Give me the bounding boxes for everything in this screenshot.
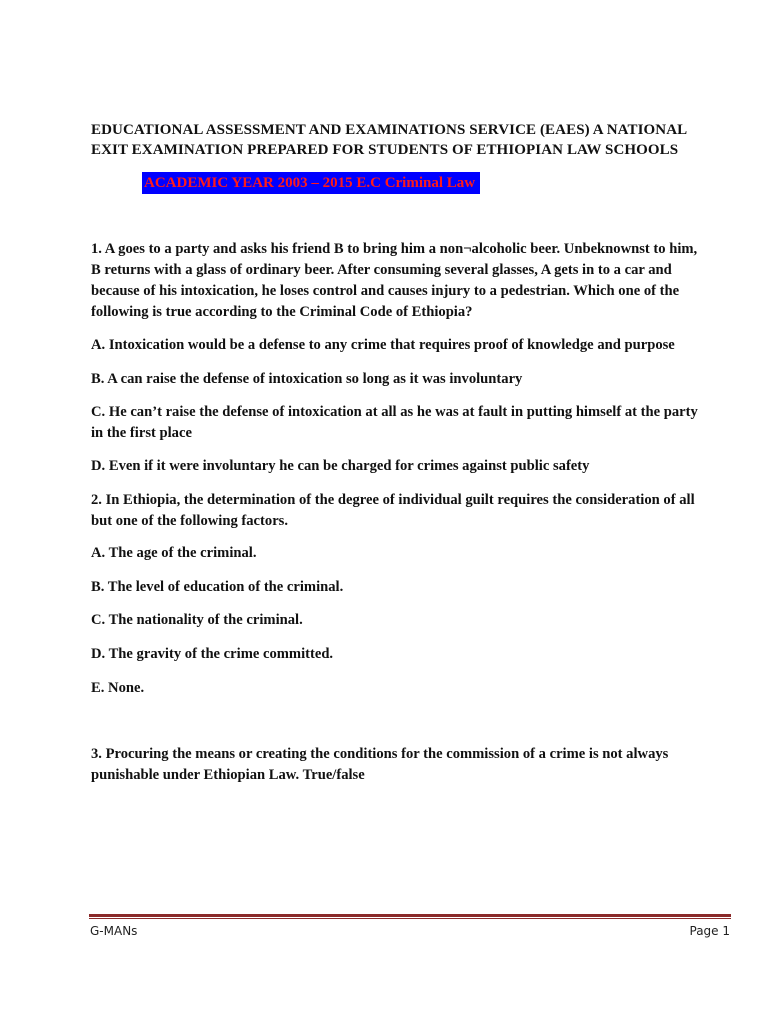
question-2-option-b-text: B. The level of education of the criminal. [91, 579, 344, 595]
footer-rule-thick [89, 914, 731, 917]
question-1-option-d [91, 456, 731, 477]
question-2-stem-line-1: 2. In Ethiopia, the determination of the degree of individual guilt requires the consideration of all [91, 492, 695, 508]
question-1-stem-line-4: following is true according to the Criminal Code of Ethiopia? [91, 304, 473, 320]
question-3-stem [91, 744, 731, 786]
footer-author: G-MANs [90, 924, 138, 938]
question-1-option-a [91, 335, 731, 356]
question-2-option-d-text: D. The gravity of the crime committed. [91, 646, 334, 662]
question-2-option-a [91, 543, 731, 564]
question-2-option-d [91, 644, 731, 665]
question-3-stem-line-1: 3. Procuring the means or creating the conditions for the commission of a crime is not always [91, 746, 669, 762]
question-2-stem-line-2: but one of the following factors. [91, 513, 289, 529]
question-1-option-c [91, 402, 731, 444]
question-1-stem-line-1: 1. A goes to a party and asks his friend B to bring him a non¬alcoholic beer. Unbeknownst to him, [91, 241, 698, 257]
question-1-option-d-text: D. Even if it were involuntary he can be charged for crimes against public safety [91, 458, 590, 474]
question-1-option-b [91, 369, 731, 390]
question-1-option-b-text: B. A can raise the defense of intoxication so long as it was involuntary [91, 371, 523, 387]
question-2-option-c-text: C. The nationality of the criminal. [91, 612, 303, 628]
question-2-option-c [91, 610, 731, 631]
footer-page-number: Page 1 [689, 924, 730, 938]
footer-rule-thin [89, 918, 731, 919]
question-2-option-a-text: A. The age of the criminal. [91, 545, 257, 561]
title-line-2: EXIT EXAMINATION PREPARED FOR STUDENTS OF ETHIOPIAN LAW SCHOOLS [91, 142, 679, 158]
question-2-option-e [91, 678, 731, 699]
question-3-stem-line-2: punishable under Ethiopian Law. True/false [91, 767, 365, 783]
question-1-stem-line-2: B returns with a glass of ordinary beer. After consuming several glasses, A gets in to a car and [91, 262, 672, 278]
question-1-option-a-text: A. Intoxication would be a defense to any crime that requires proof of knowledge and purpose [91, 337, 675, 353]
academic-year-banner: ACADEMIC YEAR 2003 – 2015 E.C Criminal Law [142, 172, 480, 194]
question-1-stem-line-3: because of his intoxication, he loses control and causes injury to a pedestrian. Which one of the [91, 283, 680, 299]
question-2-option-e-text: E. None. [91, 680, 145, 696]
question-2-option-b [91, 577, 731, 598]
title-line-1: EDUCATIONAL ASSESSMENT AND EXAMINATIONS SERVICE (EAES) A NATIONAL [91, 122, 688, 138]
question-2-stem [91, 490, 731, 532]
question-1-option-c-line-2: in the first place [91, 425, 192, 441]
document-title [91, 120, 731, 160]
question-1-option-c-line-1: C. He can’t raise the defense of intoxication at all as he was at fault in putting himself at the party [91, 404, 698, 420]
question-1-stem [91, 239, 731, 323]
